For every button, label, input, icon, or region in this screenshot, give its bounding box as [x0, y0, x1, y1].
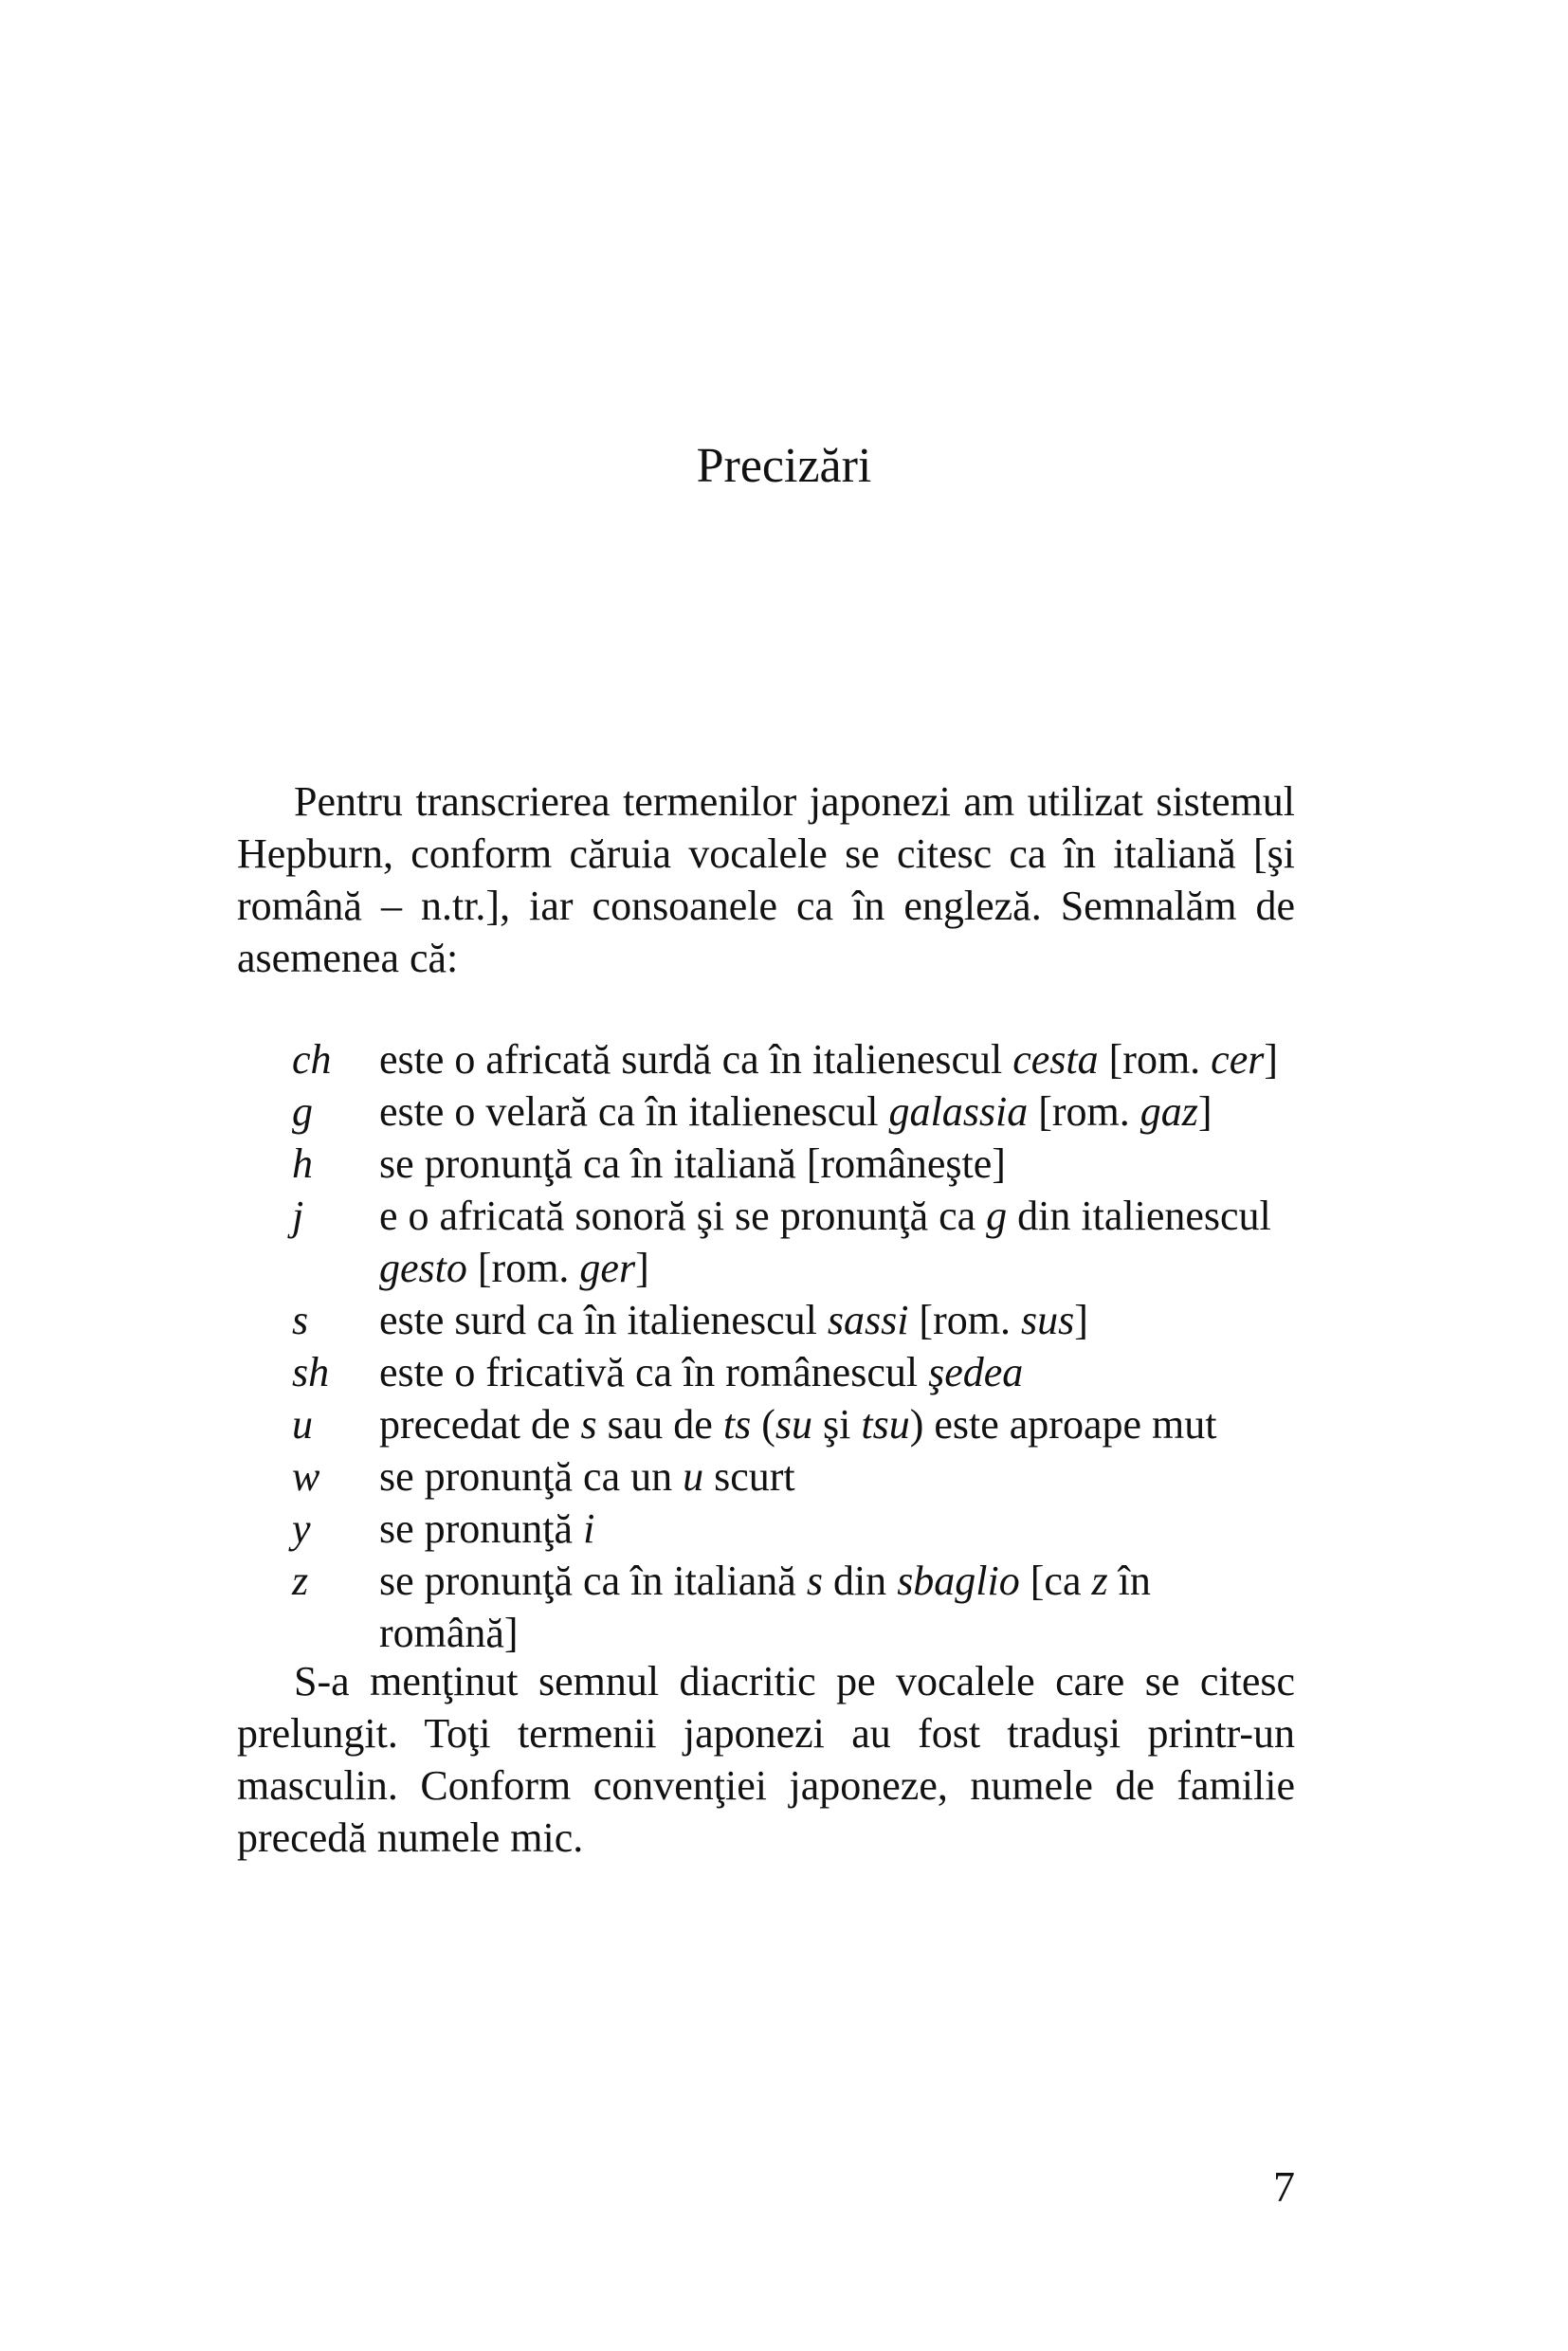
- glossary-entry: [237, 1555, 1295, 1659]
- glossary-text: [rom.: [908, 1297, 1021, 1343]
- glossary-entry: [237, 1085, 1295, 1138]
- glossary-description: [379, 1085, 1295, 1138]
- glossary-text: precedat de: [379, 1401, 581, 1448]
- glossary-example-word: s: [806, 1558, 823, 1604]
- glossary-term: ch: [292, 1036, 332, 1083]
- glossary-term: sh: [292, 1349, 330, 1395]
- glossary-entry: [237, 1398, 1295, 1450]
- glossary-text: ]: [1197, 1088, 1212, 1135]
- glossary-entry: [237, 1033, 1295, 1085]
- glossary-text: este o velară ca în italienescul: [379, 1088, 889, 1135]
- closing-paragraph: S-a menţinut semnul diacritic pe vocalele care se citesc prelungit. Toţi termenii japonezi au fost traduşi printr-un masculin. Conform convenţiei japoneze, numele de familie precedă numele mic.: [237, 1658, 1295, 1861]
- glossary-text: scurt: [703, 1453, 795, 1500]
- glossary-text: din italienescul: [1007, 1193, 1271, 1239]
- glossary-entry: [237, 1294, 1295, 1346]
- glossary-text: ]: [1074, 1297, 1088, 1343]
- glossary-example-word: cesta: [1012, 1036, 1099, 1083]
- glossary-term: g: [292, 1088, 313, 1135]
- glossary-text: în română]: [379, 1558, 1151, 1656]
- glossary-description: [379, 1294, 1295, 1346]
- glossary-example-word: ts: [722, 1401, 752, 1448]
- glossary-entry: [237, 1138, 1295, 1190]
- glossary-description: [379, 1555, 1295, 1659]
- glossary-term: j: [292, 1193, 304, 1239]
- glossary-entry: [237, 1346, 1295, 1398]
- glossary-text: şi: [811, 1401, 862, 1448]
- page-title: Precizări: [696, 439, 872, 493]
- glossary-term: z: [292, 1558, 309, 1604]
- intro-paragraph: Pentru transcrierea termenilor japonezi am utilizat sistemul Hepburn, conform căruia vocalele se citesc ca în italiană [şi română – n.tr.], iar consoanele ca în engleză. Semnalăm de asemenea că:: [237, 778, 1295, 981]
- glossary-text: [ca: [1019, 1558, 1092, 1604]
- glossary-entry: [237, 1190, 1295, 1294]
- glossary-description: [379, 1450, 1295, 1503]
- glossary-term: s: [292, 1297, 309, 1343]
- glossary-example-word: z: [1091, 1558, 1108, 1604]
- glossary-example-word: su: [775, 1401, 812, 1448]
- glossary-text: este surd ca în italienescul: [379, 1297, 828, 1343]
- glossary-example-word: tsu: [861, 1401, 910, 1448]
- glossary-text: e o africată sonoră şi se pronunţă ca: [379, 1193, 987, 1239]
- glossary-entry: [237, 1450, 1295, 1503]
- glossary-description: [379, 1503, 1295, 1555]
- glossary-example-word: gesto: [379, 1245, 467, 1291]
- glossary-text: (: [751, 1401, 775, 1448]
- glossary-description: [379, 1033, 1295, 1085]
- glossary-text: sau de: [596, 1401, 723, 1448]
- glossary-text: din: [822, 1558, 898, 1604]
- glossary-text: este o africată surdă ca în italienescul: [379, 1036, 1013, 1083]
- glossary-term: h: [292, 1140, 313, 1187]
- glossary-text: se pronunţă ca în italiană: [379, 1558, 807, 1604]
- glossary-example-word: s: [580, 1401, 597, 1448]
- glossary-text: se pronunţă ca în italiană [româneşte]: [379, 1140, 1006, 1187]
- transcription-glossary: [237, 1033, 1295, 1659]
- glossary-example-word: galassia: [888, 1088, 1029, 1135]
- glossary-example-word: i: [583, 1505, 595, 1552]
- glossary-example-word: cer: [1211, 1036, 1265, 1083]
- glossary-example-word: şedea: [928, 1349, 1024, 1395]
- glossary-term: w: [292, 1453, 320, 1500]
- glossary-example-word: sassi: [827, 1297, 909, 1343]
- glossary-entry: [237, 1503, 1295, 1555]
- glossary-term: y: [292, 1505, 311, 1552]
- glossary-text: ]: [1264, 1036, 1279, 1083]
- glossary-text: ]: [635, 1245, 649, 1291]
- glossary-description: [379, 1190, 1295, 1294]
- glossary-description: [379, 1398, 1295, 1450]
- glossary-description: [379, 1346, 1295, 1398]
- glossary-example-word: sbaglio: [897, 1558, 1020, 1604]
- glossary-example-word: sus: [1020, 1297, 1075, 1343]
- glossary-example-word: gaz: [1140, 1088, 1198, 1135]
- glossary-description: [379, 1138, 1295, 1190]
- page-number: 7: [1273, 2162, 1295, 2211]
- glossary-text: [rom.: [466, 1245, 580, 1291]
- glossary-text: [rom.: [1098, 1036, 1212, 1083]
- glossary-term: u: [292, 1401, 313, 1448]
- glossary-text: se pronunţă ca un: [379, 1453, 684, 1500]
- glossary-example-word: ger: [579, 1245, 636, 1291]
- glossary-text: este o fricativă ca în românescul: [379, 1349, 929, 1395]
- glossary-example-word: u: [683, 1453, 704, 1500]
- glossary-text: ) este aproape mut: [909, 1401, 1217, 1448]
- glossary-example-word: g: [986, 1193, 1008, 1239]
- glossary-text: [rom.: [1028, 1088, 1140, 1135]
- glossary-text: se pronunţă: [379, 1505, 584, 1552]
